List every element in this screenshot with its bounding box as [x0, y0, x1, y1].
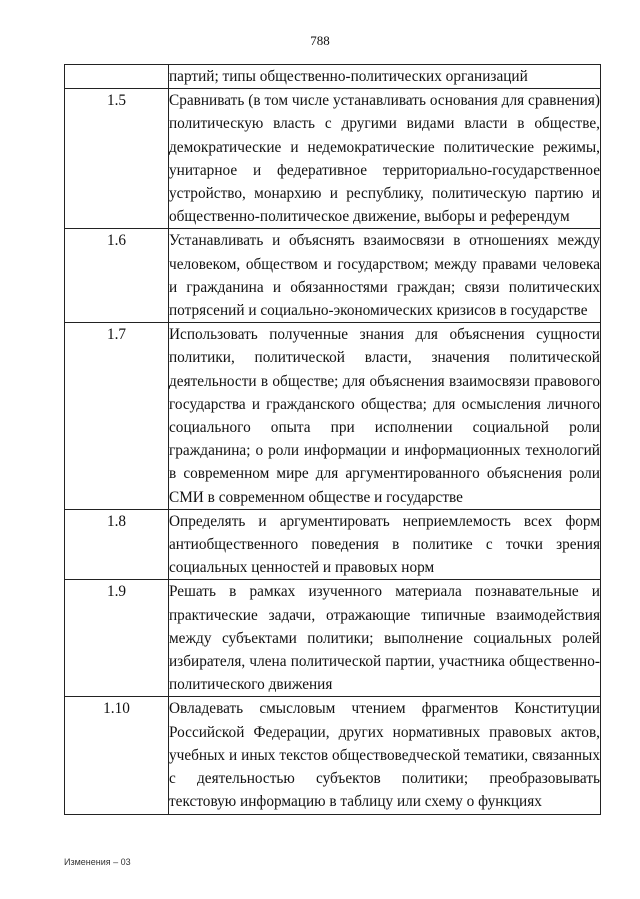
row-code: 1.7: [65, 323, 169, 510]
row-text: Использовать полученные знания для объяснения сущности политики, политической власти, значения политической деятельности в обществе; для объяснения взаимосвязи правового государства и гражданского общества; для осмысления личного социального опыта при исполнении социальной роли гражданина; о роли информации и информационных технологий в современном мире для аргументированного объяснения роли СМИ в современном обществе и государстве: [169, 323, 601, 510]
row-code: [65, 65, 169, 89]
row-text: Устанавливать и объяснять взаимосвязи в отношениях между человеком, обществом и государством; между правами человека и гражданина и обязанностями граждан; связи политических потрясений и социально-экономических кризисов в государстве: [169, 229, 601, 323]
table-row: [65, 229, 601, 323]
table-row: [65, 697, 601, 814]
table-row: [65, 323, 601, 510]
revision-footer: Изменения – 03: [64, 857, 131, 867]
requirements-table: [64, 64, 601, 815]
row-text: Овладевать смысловым чтением фрагментов Конституции Российской Федерации, других нормативных правовых актов, учебных и иных текстов обществоведческой тематики, связанных с деятельностью субъектов политики; преобразовывать текстовую информацию в таблицу или схему о функциях: [169, 697, 601, 814]
table-row: [65, 509, 601, 580]
row-code: 1.6: [65, 229, 169, 323]
row-code: 1.10: [65, 697, 169, 814]
row-text: Сравнивать (в том числе устанавливать основания для сравнения) политическую власть с другими видами власти в обществе, демократические и недемократические политические режимы, унитарное и федеративное территориально-государственное устройство, монархию и республику, политическую партию и общественно-политическое движение, выборы и референдум: [169, 89, 601, 229]
table-row: [65, 580, 601, 697]
row-text: Определять и аргументировать неприемлемость всех форм антиобщественного поведения в политике с точки зрения социальных ценностей и правовых норм: [169, 509, 601, 580]
row-code: 1.8: [65, 509, 169, 580]
row-code: 1.5: [65, 89, 169, 229]
row-text: Решать в рамках изученного материала познавательные и практические задачи, отражающие типичные взаимодействия между субъектами политики; выполнение социальных ролей избирателя, члена политической партии, участника общественно-политического движения: [169, 580, 601, 697]
row-text: партий; типы общественно-политических организаций: [169, 65, 601, 89]
table-row: [65, 65, 601, 89]
table-row: [65, 89, 601, 229]
page-number: 788: [310, 33, 330, 48]
row-code: 1.9: [65, 580, 169, 697]
